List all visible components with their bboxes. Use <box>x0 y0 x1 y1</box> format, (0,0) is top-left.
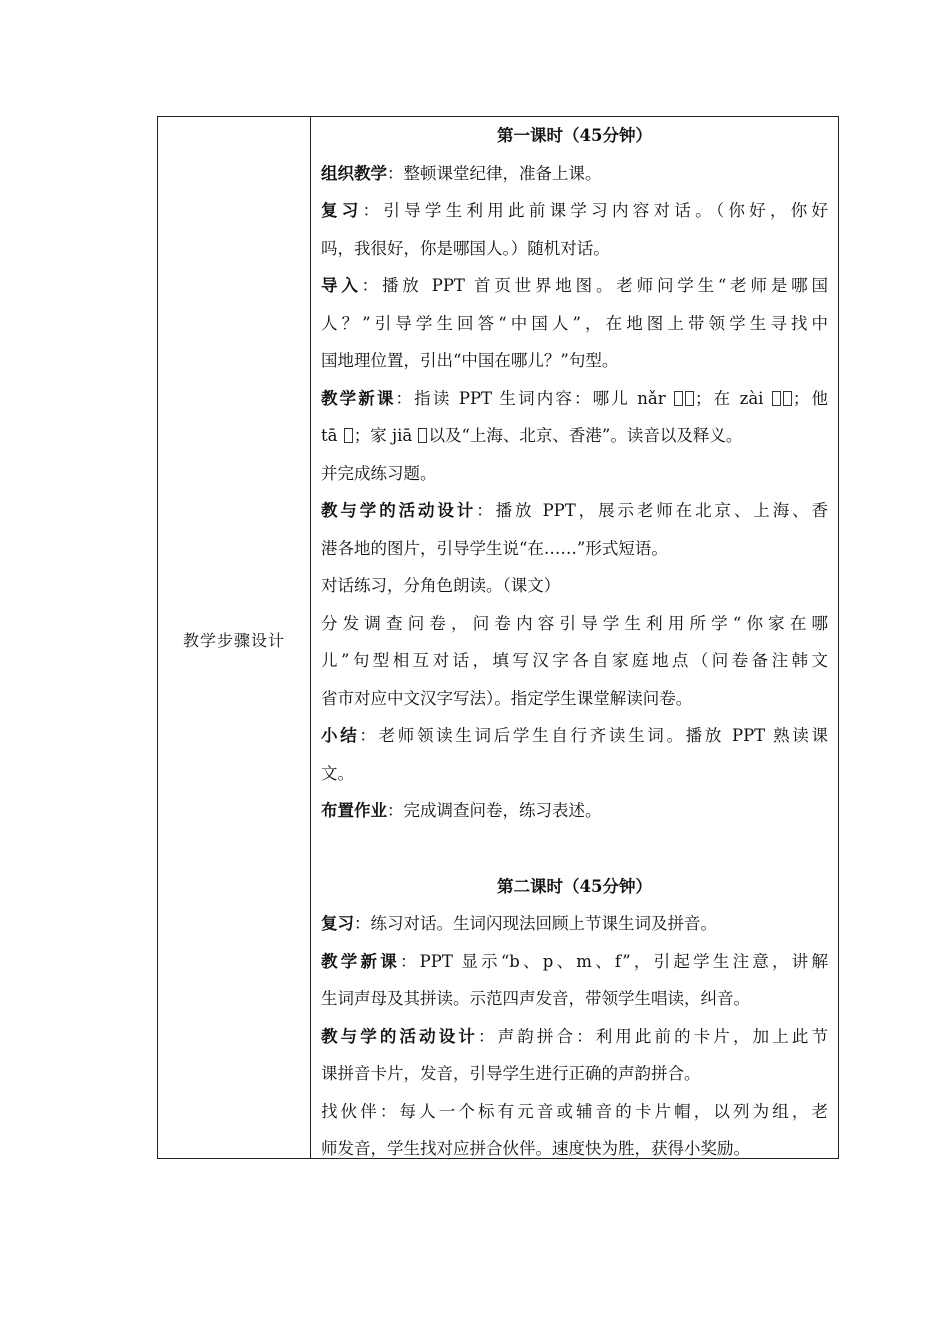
lesson2-line: 复习：练习对话。生词闪现法回顾上节课生词及拼音。 <box>321 914 717 933</box>
lesson1-title: 第一课时（45分钟） <box>497 126 652 145</box>
lesson2-line: 教与学的活动设计：声韵拼合：利用此前的卡片，加上此节 <box>321 1026 828 1046</box>
lesson2-line: 师发音，学生找对应拼合伙伴。速度快为胜，获得小奖励。 <box>321 1139 750 1158</box>
left-label-cell <box>158 117 311 1158</box>
lesson1-line: 布置作业：完成调查问卷，练习表述。 <box>321 801 602 820</box>
lesson1-line: 分发调查问卷，问卷内容引导学生利用所学“你家在哪 <box>321 613 828 633</box>
section-label: 教学步骤设计 <box>182 631 285 650</box>
lesson1-line: tā ；家 jiā 以及“上海、北京、香港”。读音以及释义。 <box>321 426 743 445</box>
lesson1-line: 国地理位置，引出“中国在哪儿？”句型。 <box>321 351 619 370</box>
missing-glyph-icon <box>783 391 792 406</box>
lesson1-line: 并完成练习题。 <box>321 463 437 483</box>
lesson1-line: 港各地的图片，引导学生说“在……”形式短语。 <box>321 538 668 558</box>
lesson2-line: 教学新课：PPT 显示“b、p、m、f”，引起学生注意，讲解 <box>321 951 828 971</box>
missing-glyph-icon <box>344 428 353 443</box>
lesson1-line: 儿”句型相互对话，填写汉字各自家庭地点（问卷备注韩文 <box>321 651 828 670</box>
missing-glyph-icon <box>674 391 683 406</box>
lesson1-line: 文。 <box>321 763 354 783</box>
lesson1-line: 小结：老师领读生词后学生自行齐读生词。播放 PPT 熟读课 <box>321 726 828 745</box>
lesson2-line: 生词声母及其拼读。示范四声发音，带领学生唱读，纠音。 <box>321 989 750 1008</box>
lesson1-line: 对话练习，分角色朗读。（课文） <box>321 576 561 595</box>
lesson1-line: 省市对应中文汉字写法）。指定学生课堂解读问卷。 <box>321 688 693 708</box>
lesson1-line: 教学新课：指读 PPT 生词内容：哪儿 nǎr ；在 zài ；他 <box>321 388 828 408</box>
lesson1-line: 复习：引导学生利用此前课学习内容对话。（你好，你好 <box>321 201 828 220</box>
content-cell <box>311 117 838 1158</box>
lesson2-line: 课拼音卡片，发音，引导学生进行正确的声韵拼合。 <box>321 1064 701 1083</box>
lesson2-title: 第二课时（45分钟） <box>497 876 652 896</box>
missing-glyph-icon <box>772 391 781 406</box>
lesson1-line: 教与学的活动设计：播放 PPT，展示老师在北京、上海、香 <box>321 501 828 520</box>
lesson1-line: 吗，我很好，你是哪国人。）随机对话。 <box>321 238 610 258</box>
lesson2-line: 找伙伴：每人一个标有元音或辅音的卡片帽，以列为组，老 <box>321 1101 828 1121</box>
missing-glyph-icon <box>418 428 427 443</box>
lesson1-line: 组织教学：整顿课堂纪律，准备上课。 <box>321 163 602 183</box>
lesson1-line: 导入：播放 PPT 首页世界地图。老师问学生“老师是哪国 <box>321 276 828 295</box>
missing-glyph-icon <box>685 391 694 406</box>
lesson1-line: 人？”引导学生回答“中国人”，在地图上带领学生寻找中 <box>321 313 828 333</box>
spacer <box>321 830 828 868</box>
lesson-plan-table <box>157 116 839 1159</box>
